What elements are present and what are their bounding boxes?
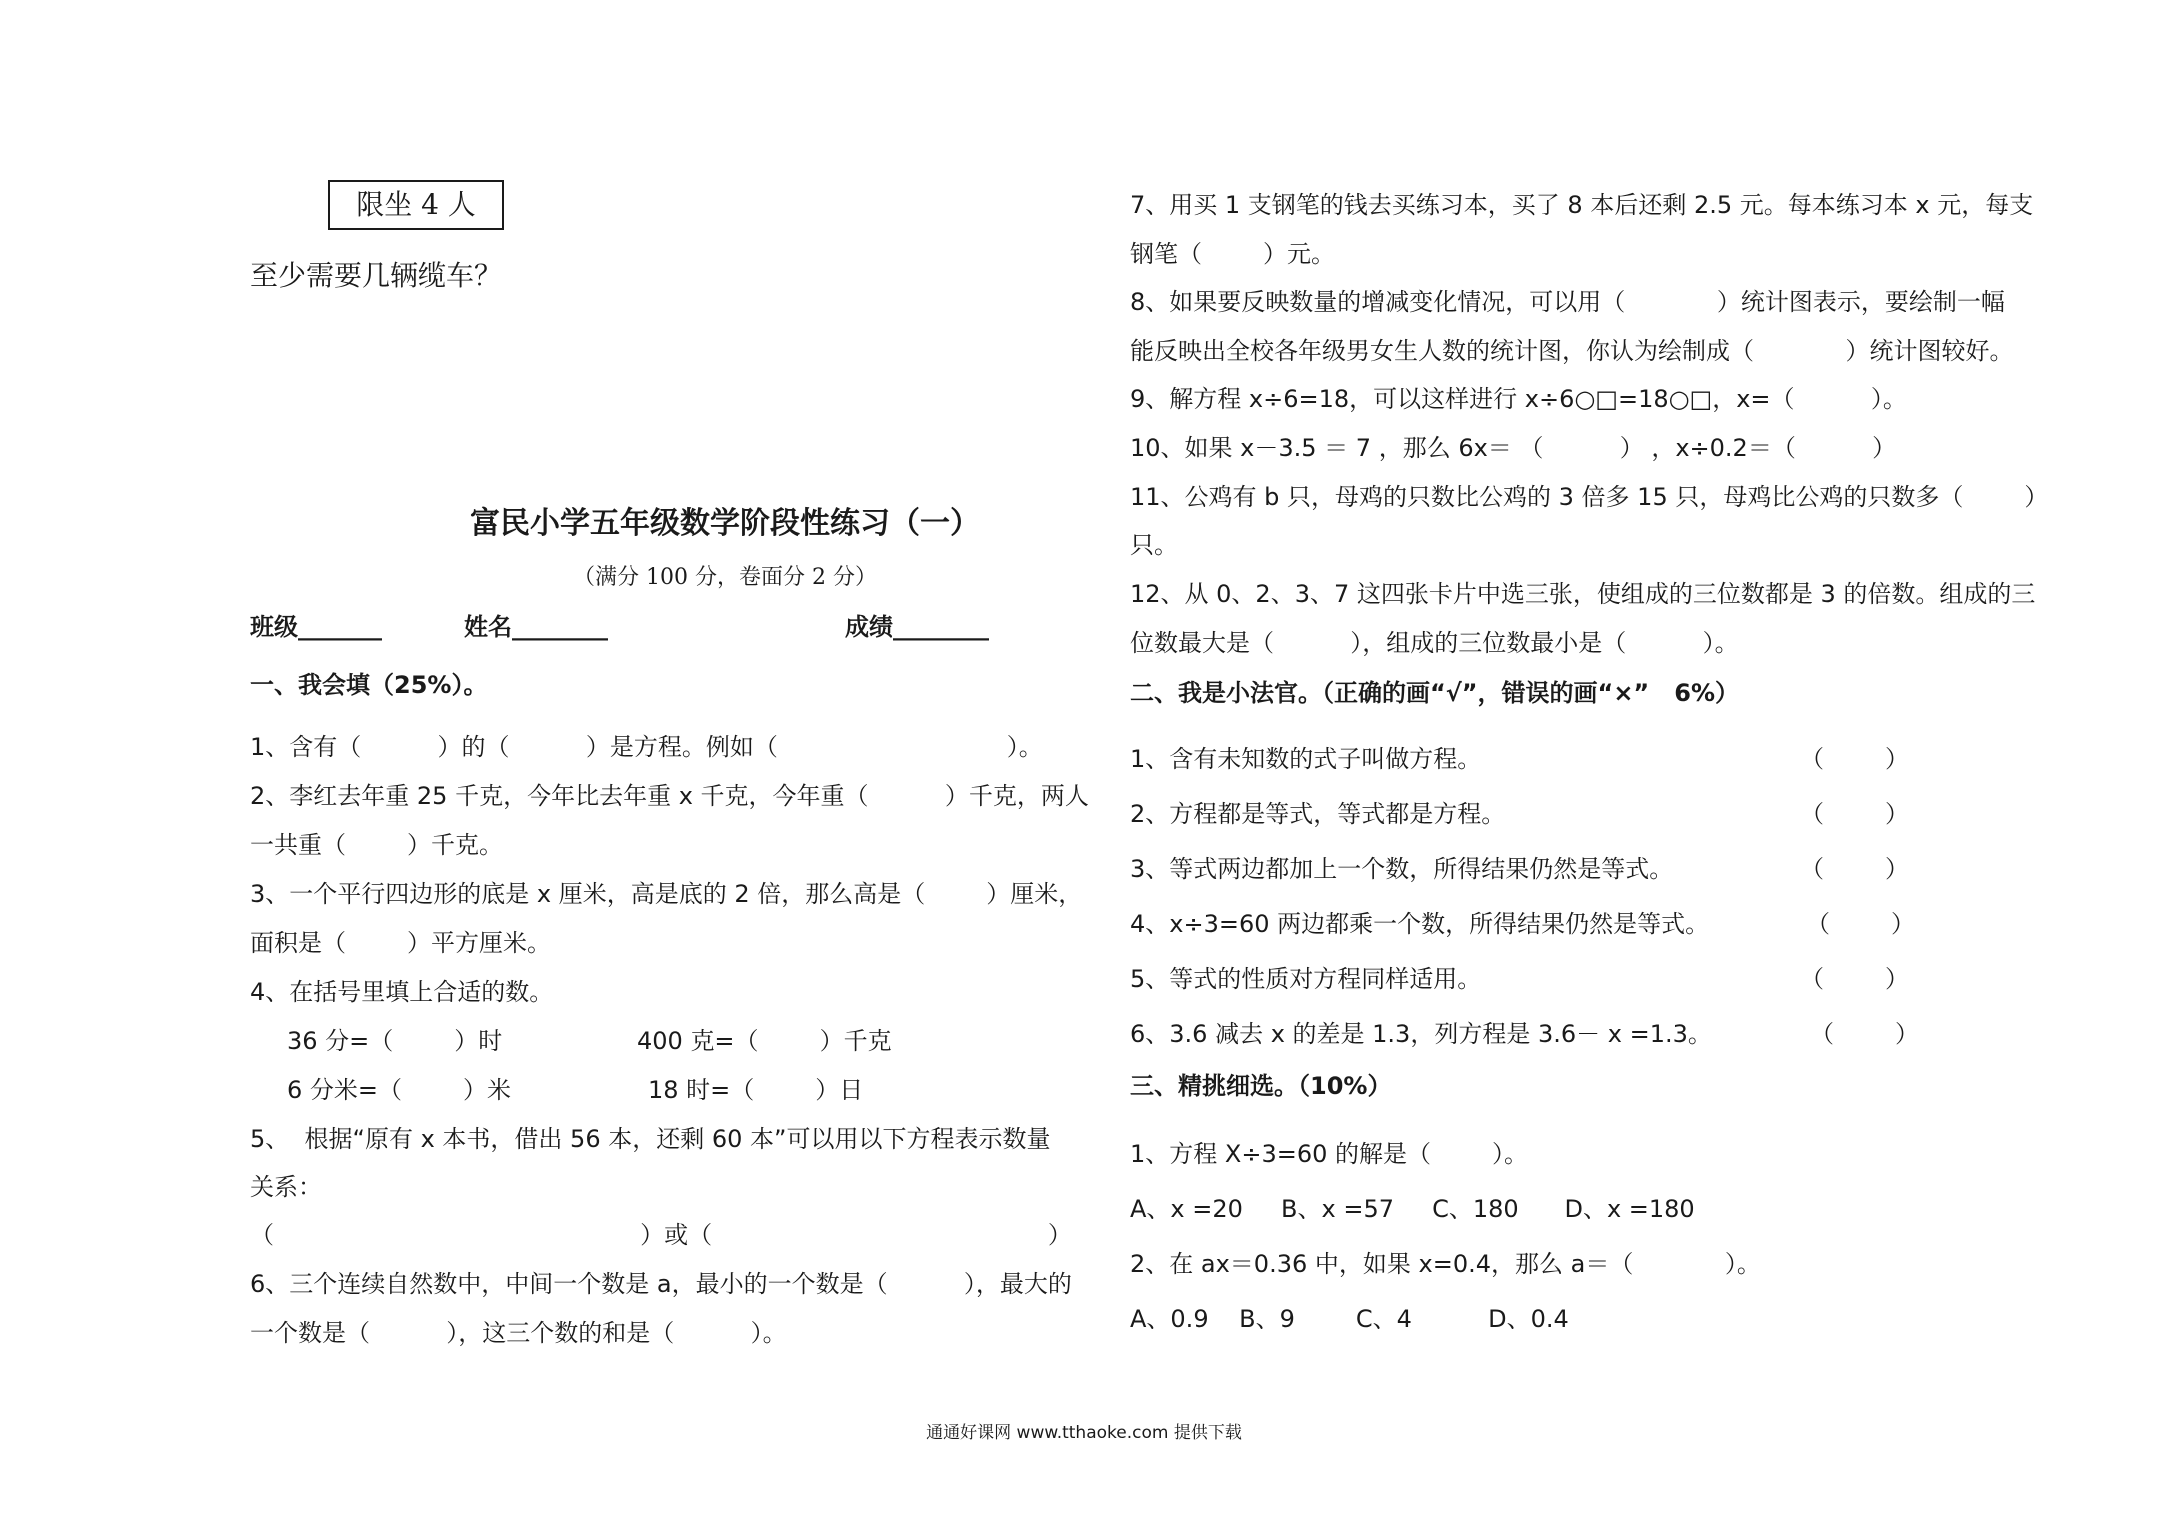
question-1-6a: 6、三个连续自然数中，中间一个数是 a，最小的一个数是（ ），最大的 — [250, 1270, 1072, 1298]
question-1-7a: 7、用买 1 支钢笔的钱去买练习本，买了 8 本后还剩 2.5 元。每本练习本 x 元，每支 — [1130, 191, 2034, 219]
judge-item: 2、方程都是等式，等式都是方程。 — [1130, 800, 1506, 828]
name-field: 姓名________ — [464, 613, 608, 641]
judge-blank: （ ） — [1800, 965, 1910, 993]
score-field: 成绩________ — [845, 613, 989, 641]
question-1-10: 10、如果 x－3.5 ＝ 7 ，那么 6x＝ （ ） ，x÷0.2＝（ ） — [1130, 434, 1897, 462]
question-1-4-r1a: 36 分=（ ）时 — [287, 1027, 503, 1055]
choice-options-1: A、x =20 B、x =57 C、180 D、x =180 — [1130, 1195, 1695, 1223]
question-1-3b: 面积是（ ）平方厘米。 — [250, 929, 552, 957]
judge-blank: （ ） — [1800, 745, 1910, 773]
question-1-4-r2a: 6 分米=（ ）米 — [287, 1076, 512, 1104]
question-1-2a: 2、李红去年重 25 千克，今年比去年重 x 千克，今年重（ ）千克，两人 — [250, 782, 1089, 810]
judge-blank: （ ） — [1810, 1020, 1920, 1048]
question-1-11a: 11、公鸡有 b 只，母鸡的只数比公鸡的 3 倍多 15 只，母鸡比公鸡的只数多（ ） — [1130, 483, 2049, 511]
footer-credit: 通通好课网 www.tthaoke.com 提供下载 — [926, 1423, 1242, 1443]
question-1-8b: 能反映出全校各年级男女生人数的统计图，你认为绘制成（ ）统计图较好。 — [1130, 337, 2014, 365]
choice-question-2: 2、在 ax＝0.36 中，如果 x=0.4，那么 a＝（ ）。 — [1130, 1250, 1761, 1278]
seat-limit-box: 限坐 4 人 — [328, 180, 504, 230]
question-1-2b: 一共重（ ）千克。 — [250, 831, 504, 859]
question-1-6b: 一个数是（ ），这三个数的和是（ ）。 — [250, 1319, 787, 1347]
choice-question-1: 1、方程 X÷3=60 的解是（ ）。 — [1130, 1140, 1529, 1168]
judge-item: 5、等式的性质对方程同样适用。 — [1130, 965, 1482, 993]
class-field: 班级_______ — [250, 613, 382, 641]
judge-item: 4、x÷3=60 两边都乘一个数，所得结果仍然是等式。 — [1130, 910, 1710, 938]
question-1-5a: 5、 根据“原有 x 本书，借出 56 本，还剩 60 本”可以用以下方程表示数量 — [250, 1125, 1051, 1153]
section-3-heading: 三、精挑细选。（10%） — [1130, 1072, 1392, 1100]
judge-item: 6、3.6 减去 x 的差是 1.3，列方程是 3.6－ x =1.3。 — [1130, 1020, 1712, 1048]
question-1-5b: 关系： — [250, 1173, 322, 1201]
question-1-4: 4、在括号里填上合适的数。 — [250, 978, 554, 1006]
judge-blank: （ ） — [1800, 800, 1910, 828]
exam-subtitle: （满分 100 分，卷面分 2 分） — [573, 565, 877, 590]
section-2-heading: 二、我是小法官。（正确的画“√”，错误的画“×” 6%） — [1130, 679, 1740, 707]
exam-title: 富民小学五年级数学阶段性练习（一） — [470, 506, 980, 541]
question-1-11b: 只。 — [1130, 531, 1178, 559]
judge-blank: （ ） — [1800, 855, 1910, 883]
question-1-12b: 位数最大是（ ），组成的三位数最小是（ ）。 — [1130, 629, 1739, 657]
question-1-4-r1b: 400 克=（ ）千克 — [637, 1027, 892, 1055]
question-1-5c: （ ）或（ ） — [250, 1221, 1072, 1249]
question-1-4-r2b: 18 时=（ ）日 — [648, 1076, 864, 1104]
question-1-12a: 12、从 0、2、3、7 这四张卡片中选三张，使组成的三位数都是 3 的倍数。组成的三 — [1130, 580, 2036, 608]
judge-blank: （ ） — [1806, 910, 1916, 938]
question-1-9: 9、解方程 x÷6=18，可以这样进行 x÷6○□=18○□，x=（ ）。 — [1130, 385, 1907, 413]
section-1-heading: 一、我会填（25%）。 — [250, 671, 488, 699]
choice-options-2: A、0.9 B、9 C、4 D、0.4 — [1130, 1305, 1569, 1333]
judge-item: 1、含有未知数的式子叫做方程。 — [1130, 745, 1482, 773]
judge-item: 3、等式两边都加上一个数，所得结果仍然是等式。 — [1130, 855, 1674, 883]
question-1-1: 1、含有（ ）的（ ）是方程。例如（ ）。 — [250, 733, 1043, 761]
question-1-7b: 钢笔（ ）元。 — [1130, 240, 1336, 268]
question-1-8a: 8、如果要反映数量的增减变化情况，可以用（ ）统计图表示，要绘制一幅 — [1130, 288, 2005, 316]
cable-car-question: 至少需要几辆缆车？ — [250, 259, 503, 292]
question-1-3a: 3、一个平行四边形的底是 x 厘米，高是底的 2 倍，那么高是（ ）厘米， — [250, 880, 1083, 908]
